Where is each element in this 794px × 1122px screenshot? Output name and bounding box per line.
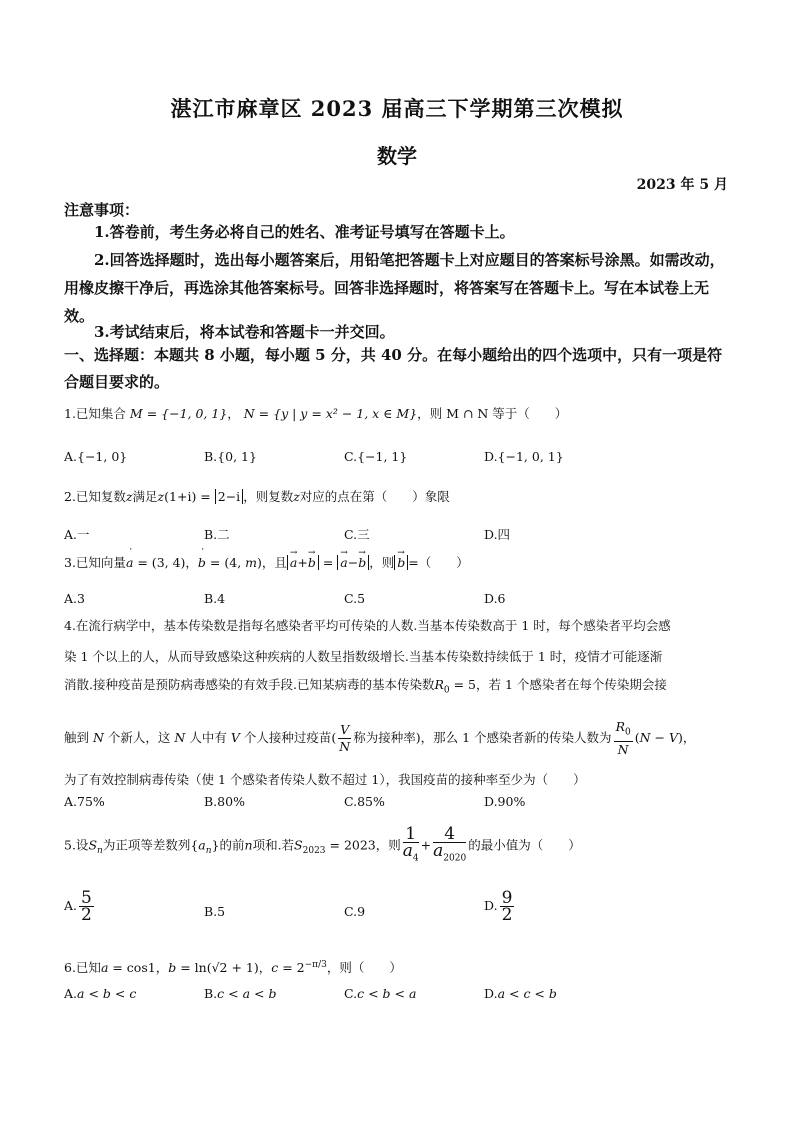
- q3-abs-diff: → a−→ b: [337, 555, 369, 570]
- question-5: 5.设$S_n$为正项等差数列$\{a_n\}$的前n项和.若$S_{2023} = 2023$，则 $\frac{1}{a_4}$ + $\frac{4}{a_{2020}}$ 的最小值为（ ）: [64, 826, 734, 866]
- q1-option-c[interactable]: C.{−1, 1}: [344, 449, 408, 464]
- q5-option-a[interactable]: A. $\frac{5}{2}$: [64, 888, 92, 925]
- q3-vec-a: ˙ a: [126, 553, 133, 573]
- q4-line-4a: 触到: [64, 729, 90, 745]
- q2-modulus: 2−i: [215, 489, 243, 504]
- q4-frac-r0n: $\frac{R_0}{N}$: [615, 719, 631, 757]
- q4-line-4e: 称为接种率)，那么 1 个感染者新的传染人数为: [353, 729, 612, 745]
- q4-line-3a: 消散.接种疫苗是预防病毒感染的有效手段.已知某病毒的基本传染数: [64, 677, 435, 692]
- question-6: 6.已知a = cos1，b = ln(√2 + 1)，$c = 2^{-\pi/3}$，则（ ）: [64, 960, 402, 976]
- q3-abs-b: → b: [394, 555, 408, 570]
- q3-abs-sum: → a+→ b: [287, 555, 319, 570]
- q3-text-before: 3.已知向量: [64, 555, 126, 570]
- q6-text-end: ，则（ ）: [326, 960, 402, 976]
- q6-option-b[interactable]: B.c < a < b: [204, 986, 277, 1001]
- q5-option-d[interactable]: D. $\frac{9}{2}$: [484, 888, 513, 925]
- q3-text-end: =（ ）: [408, 555, 469, 570]
- section-heading: 一、选择题：本题共 8 小题，每小题 5 分，共 40 分。在每小题给出的四个选项中，只有一项是符合题目要求的。: [64, 346, 723, 391]
- q4-line-3: 消散.接种疫苗是预防病毒感染的有效手段.已知某病毒的基本传染数$R_0 = 5$，若 1 个感染者在每个传染期会接: [64, 677, 667, 696]
- q4-line-4d: 个人接种过疫苗(: [243, 729, 337, 745]
- q4-line-5: 为了有效控制病毒传染（使 1 个感染者传染人数不超过 1），我国疫苗的接种率至少为（ ）: [64, 772, 586, 787]
- q4-line-1: 4.在流行病学中，基本传染数是指每名感染者平均可传染的人数.当基本传染数高于 1 时，每个感染者平均会感: [64, 618, 671, 633]
- q4-option-a[interactable]: A.75%: [64, 794, 105, 809]
- q4-line-4c: 人中有: [189, 729, 227, 745]
- q5-text-end: 的最小值为（ ）: [468, 837, 581, 853]
- q5-option-a-label: A.: [64, 898, 78, 913]
- q3-text-mid: ，且: [261, 555, 287, 570]
- q5-text-a: 为正项等差数列: [102, 837, 191, 853]
- q5-option-c[interactable]: C.9: [344, 904, 366, 919]
- q6-option-d-label: D.: [484, 986, 498, 1001]
- q3-option-d[interactable]: D.6: [484, 591, 506, 606]
- exam-date: 2023 年 5 月: [636, 177, 728, 193]
- notice-item-2: 2.回答选择题时，选出每小题答案后，用铅笔把答题卡上对应题目的答案标号涂黑。如需改动，用橡皮擦干净后，再选涂其他答案标号。回答非选择题时，将答案写在答题卡上。写在本试卷上无效。: [64, 251, 725, 325]
- q2-text-end: 对应的点在第（ ）象限: [299, 489, 450, 504]
- q6-option-b-label: B.: [204, 986, 218, 1001]
- q1-option-d[interactable]: D.{−1, 0, 1}: [484, 449, 564, 464]
- q2-equation: z: [157, 489, 165, 504]
- q4-line-2: 染 1 个以上的人，从而导致感染这种疾病的人数呈指数级增长.当基本传染数持续低于 1 时，疫情才可能逐渐: [64, 649, 663, 664]
- q5-option-d-label: D.: [484, 898, 498, 913]
- question-3: 3.已知向量˙ a = (3, 4)，˙ b = (4, m)，且→ a+→ b = → a−→ b ，则→ b =（ ）: [64, 553, 734, 573]
- q4-options: [64, 794, 734, 816]
- q6-option-d[interactable]: D.a < c < b: [484, 986, 557, 1001]
- q5-text-b: 的前: [219, 837, 245, 853]
- exam-title: 湛江市麻章区 2023 届高三下学期第三次模拟: [170, 96, 624, 121]
- q5-frac-1: $\frac{1}{a_4}$: [402, 824, 419, 864]
- q6-option-a-label: A.: [64, 986, 78, 1001]
- q1-set-m: M = {−1, 0, 1}: [129, 406, 228, 421]
- q4-option-b[interactable]: B.80%: [204, 794, 245, 809]
- q4-option-d[interactable]: D.90%: [484, 794, 526, 809]
- notice-item-1: 1.答卷前，考生务必将自己的姓名、准考证号填写在答题卡上。: [94, 223, 515, 241]
- q6-option-a[interactable]: A.a < b < c: [64, 986, 137, 1001]
- q3-vec-b: ˙ b: [198, 553, 206, 573]
- q2-option-a[interactable]: A.一: [64, 527, 90, 542]
- q5-text-before: 5.设: [64, 837, 89, 853]
- q5-frac-2: $\frac{4}{a_{2020}}$: [433, 824, 467, 864]
- q6-option-c-label: C.: [344, 986, 358, 1001]
- question-1: 1.已知集合 M = {−1, 0, 1}， N = {y | y = x² − 1, x ∈ M}，则 M ∩ N 等于（ ）: [64, 406, 568, 421]
- notice-heading: 注意事项：: [64, 201, 140, 219]
- q6-text-before: 6.已知: [64, 960, 101, 976]
- q3-text-after: ，则: [369, 555, 395, 570]
- q2-text-before: 2.已知复数: [64, 489, 126, 504]
- q1-options: [64, 449, 734, 471]
- q4-line-3b: ，若 1 个感染者在每个传染期会接: [475, 677, 667, 692]
- q2-option-b[interactable]: B.二: [204, 527, 230, 542]
- question-2: 2.已知复数z满足z(1+i) = 2−i ，则复数z对应的点在第（ ）象限: [64, 489, 450, 504]
- q6-options: [64, 986, 734, 1008]
- q2-text-mid: 满足: [132, 489, 158, 504]
- q4-line-4: 触到 N 个新人，这 N 人中有 V 个人接种过疫苗( $\frac{V}{N}$ 称为接种率)，那么 1 个感染者新的传染人数为 $\frac{R_0}{N}$ (N − V)，: [64, 719, 696, 757]
- q4-line-4b: 个新人，这: [107, 729, 171, 745]
- q1-ask: ，则 M ∩ N 等于（ ）: [417, 406, 568, 421]
- q4-option-c[interactable]: C.85%: [344, 794, 385, 809]
- q3-option-c[interactable]: C.5: [344, 591, 366, 606]
- q1-option-b[interactable]: B.{0, 1}: [204, 449, 257, 464]
- q2-var-z2: z: [293, 489, 300, 504]
- q3-option-a[interactable]: A.3: [64, 591, 85, 606]
- q1-prefix: 1.已知集合: [64, 406, 126, 421]
- q2-option-c[interactable]: C.三: [344, 527, 370, 542]
- q6-option-c[interactable]: C.c < b < a: [344, 986, 417, 1001]
- q2-text-after: ，则复数: [243, 489, 294, 504]
- q3-options: [64, 591, 734, 613]
- q5-options: [64, 890, 734, 930]
- q2-option-d[interactable]: D.四: [484, 527, 511, 542]
- exam-subject: 数学: [377, 144, 417, 168]
- q5-text-d: ，则: [375, 837, 401, 853]
- q5-text-c: 项和.若: [252, 837, 295, 853]
- notice-item-3: 3.考试结束后，将本试卷和答题卡一并交回。: [94, 323, 395, 341]
- q2-var-z: z: [125, 489, 133, 504]
- q4-frac-vn: $\frac{V}{N}$: [339, 721, 351, 754]
- q5-option-b[interactable]: B.5: [204, 904, 226, 919]
- q4-r0: R: [434, 677, 444, 692]
- q1-set-n: N = {y | y = x² − 1, x ∈ M}: [243, 406, 418, 421]
- q3-option-b[interactable]: B.4: [204, 591, 226, 606]
- q1-option-a[interactable]: A.{−1, 0}: [64, 449, 128, 464]
